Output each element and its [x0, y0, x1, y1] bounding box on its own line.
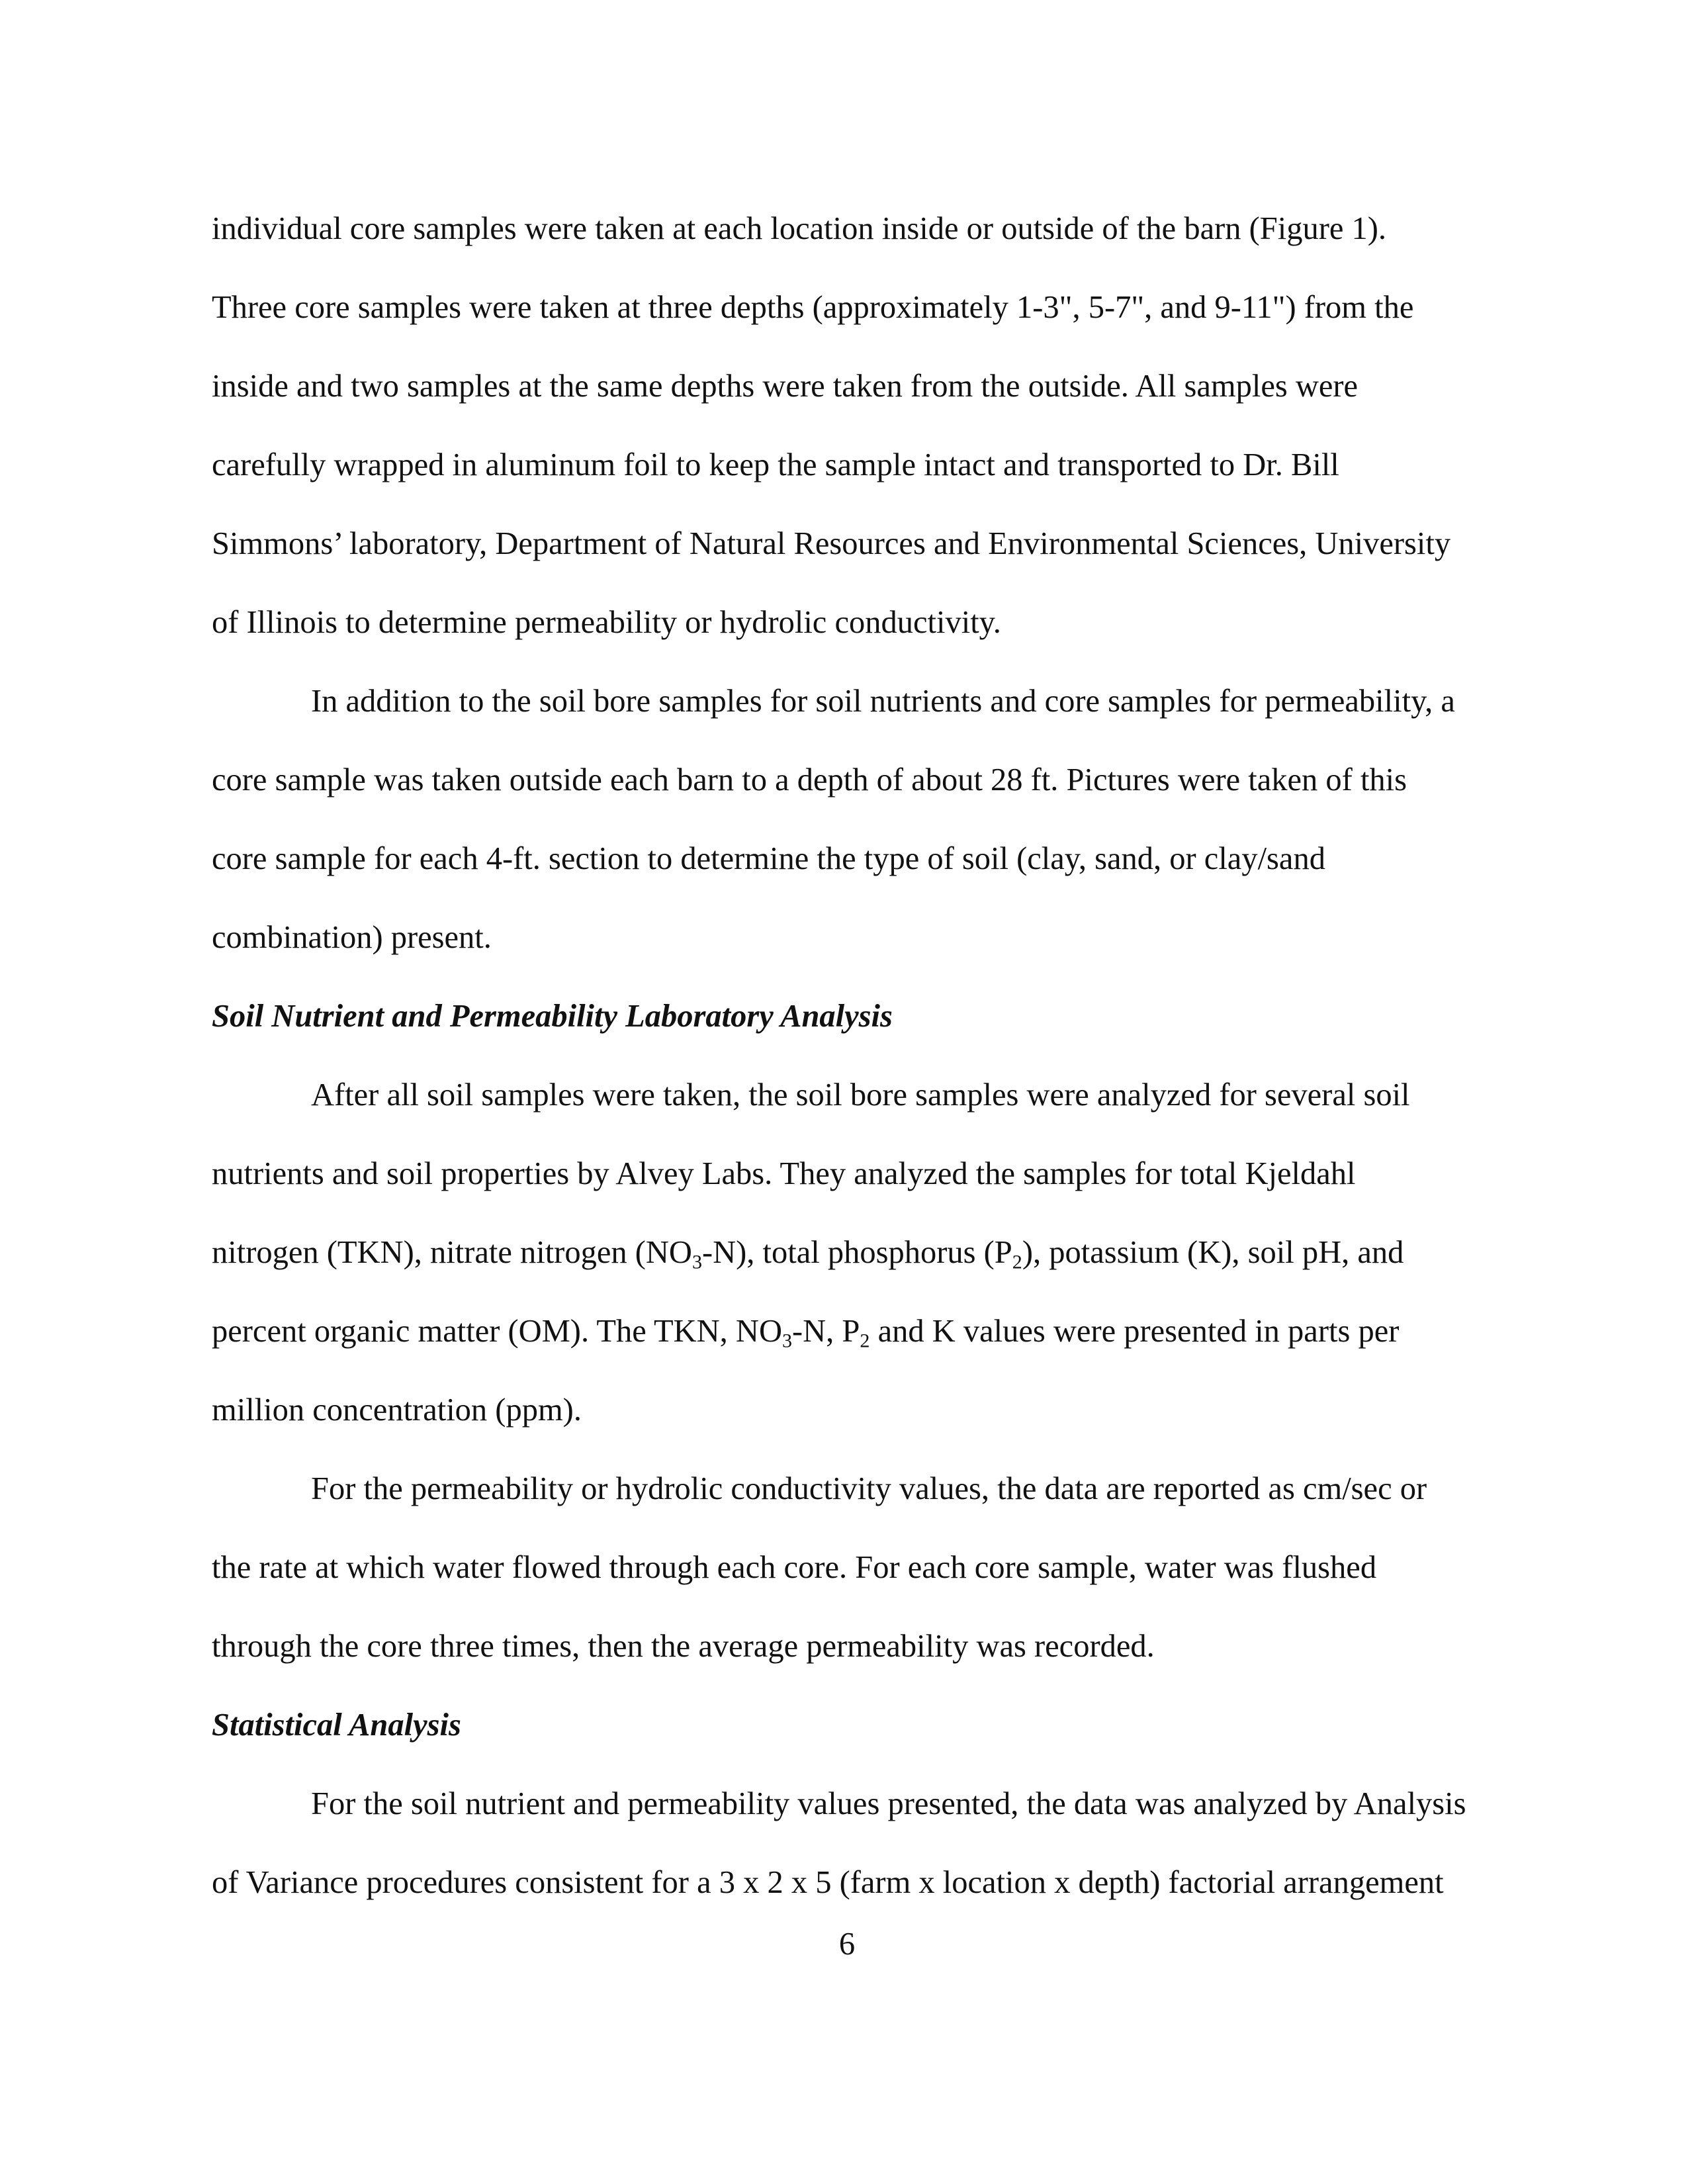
text-line: For the permeability or hydrolic conductivity values, the data are reported as cm/sec or	[311, 1471, 1427, 1506]
text-line: of Variance procedures consistent for a 3 x 2 x 5 (farm x location x depth) factorial arrangement	[212, 1865, 1444, 1900]
text-line: carefully wrapped in aluminum foil to keep the sample intact and transported to Dr. Bill	[212, 447, 1339, 482]
text-fragment: percent organic matter (OM). The TKN, NO	[212, 1314, 782, 1349]
text-fragment: ), potassium (K), soil pH, and	[1022, 1235, 1404, 1270]
text-line: For the soil nutrient and permeability values presented, the data was analyzed by Analysis	[311, 1786, 1466, 1821]
section-heading-statistical: Statistical Analysis	[212, 1707, 461, 1743]
text-fragment: -N), total phosphorus (P	[701, 1235, 1012, 1270]
text-line: through the core three times, then the average permeability was recorded.	[212, 1629, 1155, 1664]
subscript: 2	[860, 1329, 870, 1352]
body-text	[212, 189, 1509, 1922]
text-line: million concentration (ppm).	[212, 1392, 582, 1428]
text-line: of Illinois to determine permeability or hydrolic conductivity.	[212, 605, 1001, 640]
text-line: Three core samples were taken at three depths (approximately 1-3", 5-7", and 9-11") from the	[212, 290, 1414, 325]
text-line: Simmons’ laboratory, Department of Natural Resources and Environmental Sciences, University	[212, 526, 1451, 561]
text-line: core sample for each 4-ft. section to determine the type of soil (clay, sand, or clay/sand	[212, 841, 1325, 876]
text-line: After all soil samples were taken, the soil bore samples were analyzed for several soil	[311, 1077, 1410, 1113]
subscript: 3	[781, 1329, 792, 1352]
text-line: In addition to the soil bore samples for soil nutrients and core samples for permeability, a	[311, 684, 1455, 719]
text-line: individual core samples were taken at each location inside or outside of the barn (Figure 1).	[212, 211, 1387, 246]
page-number: 6	[838, 1927, 856, 1962]
subscript: 3	[691, 1250, 702, 1273]
text-line: the rate at which water flowed through each core. For each core sample, water was flushed	[212, 1550, 1377, 1585]
text-fragment: and K values were presented in parts per	[869, 1314, 1400, 1349]
text-line: nutrients and soil properties by Alvey Labs. They analyzed the samples for total Kjeldahl	[212, 1156, 1356, 1191]
text-line: core sample was taken outside each barn to a depth of about 28 ft. Pictures were taken of this	[212, 762, 1407, 797]
text-line: inside and two samples at the same depths were taken from the outside. All samples were	[212, 369, 1359, 404]
text-fragment: nitrogen (TKN), nitrate nitrogen (NO	[212, 1235, 692, 1270]
section-heading-soil-nutrient: Soil Nutrient and Permeability Laboratory Analysis	[212, 999, 893, 1034]
text-line-chemical-2	[212, 1292, 1509, 1371]
text-line-chemical-1	[212, 1213, 1509, 1292]
subscript: 2	[1012, 1250, 1022, 1273]
text-fragment: -N, P	[792, 1314, 860, 1349]
text-line: combination) present.	[212, 920, 492, 955]
